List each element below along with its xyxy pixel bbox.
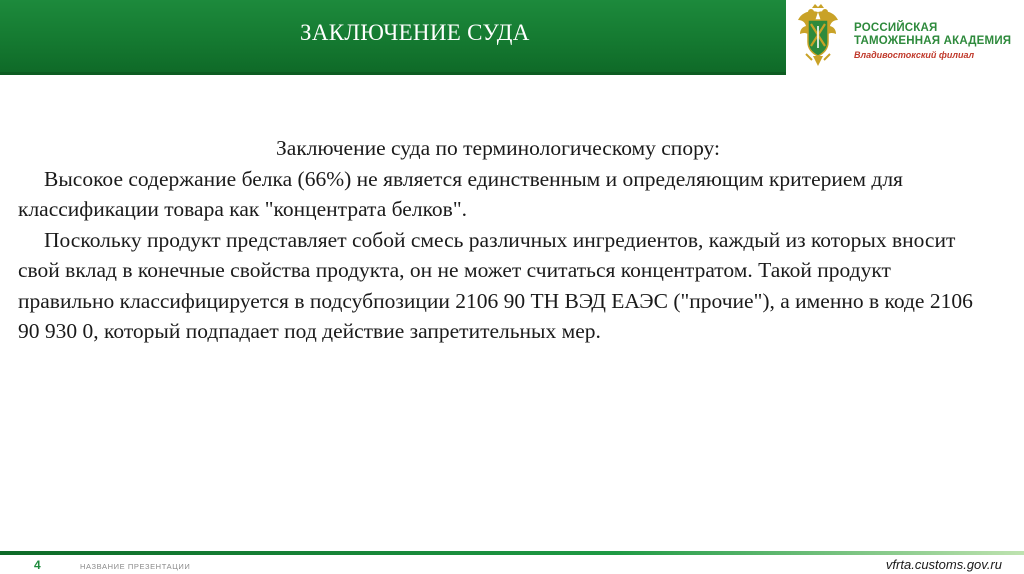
double-headed-eagle-emblem-icon bbox=[796, 2, 840, 70]
content-heading: Заключение суда по терминологическому спору: bbox=[276, 136, 720, 160]
website-link[interactable]: vfrta.customs.gov.ru bbox=[885, 557, 1002, 572]
content-paragraph-2: Поскольку продукт представляет собой смесь различных ингредиентов, каждый из которых вносит свой вклад в конечные свойства продукта, он не может считаться концентратом. Такой продукт правильно классифицируется в подсубпозиции 2106 90 ТН ВЭД ЕАЭС ("прочие"), а именно в коде 2106 90 930 0, который подпадает под действие запретительных мер. bbox=[18, 227, 973, 343]
logo-text-branch: Владивостокский филиал bbox=[854, 50, 975, 60]
academy-logo bbox=[790, 0, 1024, 72]
footer-divider bbox=[0, 551, 1024, 555]
slide-content bbox=[18, 133, 978, 347]
presentation-name: НАЗВАНИЕ ПРЕЗЕНТАЦИИ bbox=[80, 562, 191, 571]
logo-text-line1: РОССИЙСКАЯ bbox=[854, 22, 938, 34]
slide-title: ЗАКЛЮЧЕНИЕ СУДА bbox=[300, 20, 530, 45]
logo-text-line2: ТАМОЖЕННАЯ АКАДЕМИЯ bbox=[854, 35, 1012, 47]
page-number: 4 bbox=[34, 558, 41, 572]
header-bar bbox=[0, 0, 786, 72]
content-paragraph-1: Высокое содержание белка (66%) не является единственным и определяющим критерием для классификации товара как "концентрата белков". bbox=[18, 166, 903, 221]
header-underline bbox=[0, 72, 786, 75]
